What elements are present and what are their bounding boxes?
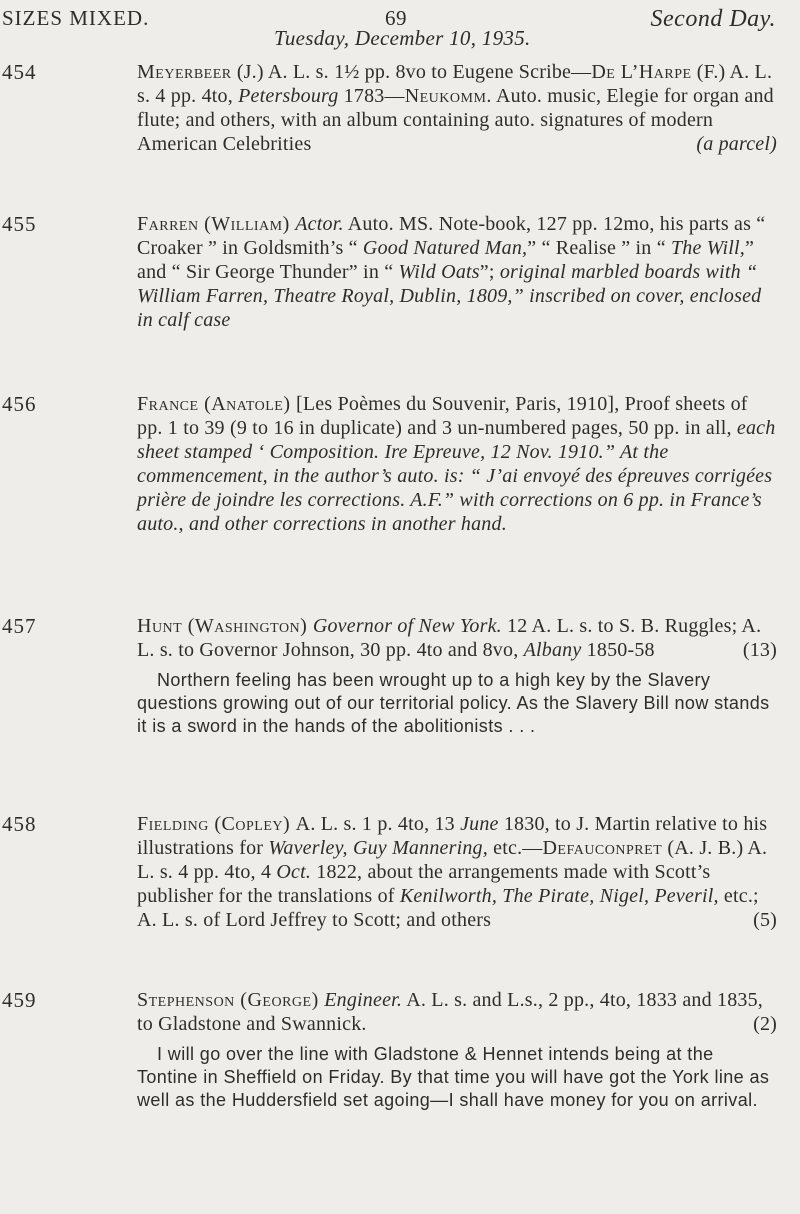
lot-description (137, 614, 777, 738)
lot-italic: Kenilworth, The Pirate, Nigel, Peveril, (399, 885, 719, 907)
lot-fraction: ½ (344, 61, 360, 83)
lot-name: Stephenson (137, 989, 235, 1011)
lot-number: 454 (2, 60, 37, 84)
lot-text: 1822, about the arrangements made with Scott’s publisher for the translations of (137, 861, 711, 907)
lot-text: (F.) A. L. s. 4 pp. 4to, (137, 61, 773, 107)
lot-italic: Albany (523, 639, 582, 661)
lot-name-first: (Anatole) (198, 393, 297, 415)
lot-italic: June (460, 813, 499, 835)
lot-italic: Good Natured Man, (362, 237, 528, 259)
lot-text: etc.; A. L. s. of Lord Jeffrey to Scott; and others (137, 885, 759, 931)
lot-number: 456 (2, 392, 37, 416)
lot-text: 1830, to J. Martin relative to his illustrations for (137, 813, 768, 859)
lot-description (137, 392, 777, 536)
lot-description (137, 988, 777, 1112)
lot-name: Farren (137, 213, 199, 235)
lot-name: De L’Harpe (591, 61, 692, 83)
lot-role: Engineer. (324, 989, 403, 1011)
lot-text: 1783— (338, 85, 405, 107)
lot-text: (J.) A. L. s. 1 (231, 61, 345, 83)
lot-text: [Les Poèmes du Souvenir, Paris, 1910], Proof sheets of pp. 1 to 39 (9 to 16 in duplicate) and 3 un-numbered pages, 50 pp. in all, (137, 393, 748, 439)
lot-description (137, 212, 777, 332)
lot-text: ” and “ Sir George Thunder” in “ (137, 237, 755, 283)
lot-number: 459 (2, 988, 37, 1012)
lot-count: (5) (753, 909, 777, 931)
lot-italic: Waverley, Guy Mannering, (268, 837, 488, 859)
lot-name-first: (Washington) (182, 615, 313, 637)
lot-count: (2) (753, 1013, 777, 1035)
lot-italic: Wild Oats (398, 261, 480, 283)
lot-role: Actor. (295, 213, 344, 235)
lot-number: 455 (2, 212, 37, 236)
lot-name-first: (William) (198, 213, 296, 235)
lot-italic: Petersbourg (238, 85, 339, 107)
lot-count: (13) (742, 639, 777, 661)
lot-text: A. L. s. 1 p. 4to, 13 (295, 813, 461, 835)
lot-name: Defauconpret (542, 837, 663, 859)
header-right: Second Day. (650, 6, 776, 32)
lot-number: 457 (2, 614, 37, 638)
lot-text: A. L. s. and L.s., 2 pp., 4to, 1833 and 1835, to Gladstone and Swannick. (137, 989, 763, 1035)
lot-number: 458 (2, 812, 37, 836)
lot-name: Hunt (137, 615, 183, 637)
lot-text: ” “ Realise ” in “ (527, 237, 671, 259)
lot-text: Auto. MS. Note-book, 127 pp. 12mo, his parts as “ Croaker ” in Goldsmith’s “ (137, 213, 766, 259)
lot-italic: original marbled boards with “ William Farren, Theatre Royal, Dublin, 1809,” inscribed on cover, enclosed in calf case (137, 261, 762, 331)
lot-italic: Oct. (276, 861, 312, 883)
lot-name: Fielding (137, 813, 209, 835)
lot-text: ”; (479, 261, 500, 283)
lot-description (137, 60, 777, 156)
lot-text: etc.— (487, 837, 543, 859)
lot-name: France (137, 393, 199, 415)
lot-quote: Northern feeling has been wrought up to a high key by the Slavery questions growing out of our territorial policy. As the Slavery Bill now stands it is a sword in the hands of the abolitionists . . . (137, 670, 770, 736)
lot-role: Governor of New York. (312, 615, 502, 637)
header-left: SIZES MIXED. (2, 6, 150, 30)
lot-quote: I will go over the line with Gladstone & Hennet intends being at the Tontine in Sheffield on Friday. By that time you will have got the York line as well as the Huddersfield set agoing—I shall have money for you on arrival. (137, 1044, 770, 1110)
lot-text: Auto. music, Elegie for organ and flute; and others, with an album containing auto. signatures of modern American Celebrities (137, 85, 774, 155)
lot-text: (A. J. B.) A. L. s. 4 pp. 4to, 4 (137, 837, 768, 883)
lot-name-first: (George) (234, 989, 325, 1011)
lot-text: pp. 8vo to Eugene Scribe— (359, 61, 592, 83)
lot-italic: The Will, (670, 237, 746, 259)
lot-name-first: (Copley) (208, 813, 296, 835)
page-number: 69 (385, 6, 407, 30)
lot-text: 1850-58 (581, 639, 655, 661)
lot-text: 12 A. L. s. to S. B. Ruggles; A. L. s. to Governor Johnson, 30 pp. 4to and 8vo, (137, 615, 762, 661)
lot-italic: each sheet stamped ‘ Composition. Ire Epreuve, 12 Nov. 1910.” At the commencement, in the author’s auto. is: “ J’ai envoyé des épreuves corrigées prière de joindre les corrections. A.F.” with corrections on 6 pp. in France’s auto., and other corrections in another hand. (137, 417, 776, 535)
lot-description (137, 812, 777, 932)
lot-name: Neukomm. (404, 85, 492, 107)
sale-date: Tuesday, December 10, 1935. (274, 26, 531, 50)
lot-parcel: (a parcel) (696, 133, 777, 155)
lot-name: Meyerbeer (137, 61, 232, 83)
